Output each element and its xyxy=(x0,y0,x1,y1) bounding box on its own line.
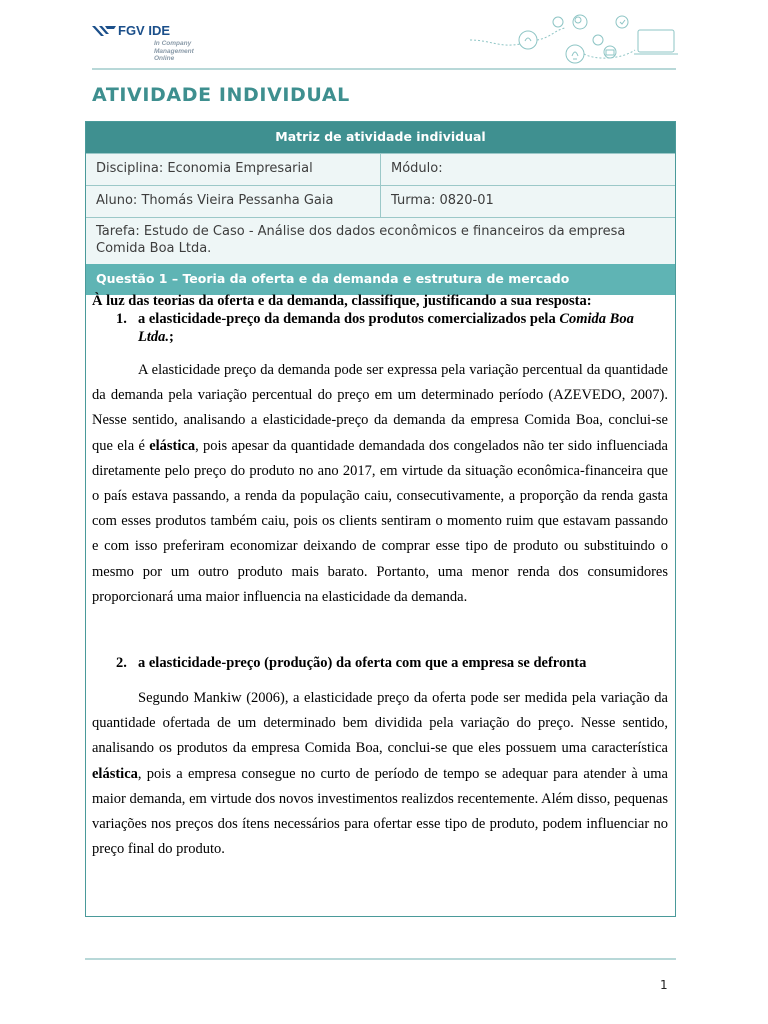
item-2-number: 2. xyxy=(116,655,127,671)
disciplina-cell: Disciplina: Economia Empresarial xyxy=(86,154,381,185)
page-number: 1 xyxy=(660,978,668,992)
fgv-logo-mark-icon xyxy=(92,24,116,38)
para-2-start: Segundo Mankiw (2006), a elasticidade preço da oferta pode ser medida pela variação da quantidade ofertada de um determinado bem dividida pela variação do preço. Nesse sentido, analisando os produtos da empresa Comida Boa, conclui-se que eles possuem uma característica xyxy=(92,690,668,757)
para-1-end: , pois apesar da quantidade demandada dos congelados não ter sido influenciada diretamente pelo preço do produto no ano 2017, em virtude da situação econômica-financeira que o país estava passando, a renda da população caiu, consecutivamente, a proporção da renda gasta com esses produtos também caiu, pois os clients sentiram o momento ruim que estavam passando e com isso preferiram economizar deixando de comprar esse tipo de produto ou substituindo o mesmo por um outro produto mais barato. Portanto, uma menor renda dos consumidores proporcionará uma maior influencia na elasticidade da demanda. xyxy=(92,437,668,605)
item-1-text xyxy=(138,311,668,346)
logo-text xyxy=(118,23,170,38)
aluno-cell: Aluno: Thomás Vieira Pessanha Gaia xyxy=(86,186,381,217)
tarefa-cell: Tarefa: Estudo de Caso - Análise dos dados econômicos e financeiros da empresa Comida Boa Ltda. xyxy=(96,224,626,256)
matrix-row-tarefa xyxy=(86,217,675,264)
header-rule xyxy=(92,68,676,70)
para-1-start: A elasticidade preço da demanda pode ser expressa pela variação percentual da quantidade da demanda pela variação percentual do preço em um determinado período (AZEVEDO, 2007). Nesse sentido, analisando a elasticidade-preço da demanda da empresa Comida Boa, conclui-se que ela é xyxy=(92,362,668,454)
logo-sub-line-3: Online xyxy=(154,55,175,62)
matrix-heading: Matriz de atividade individual xyxy=(86,122,675,153)
question-intro: À luz das teorias da oferta e da demanda, classifique, justificando a sua resposta: xyxy=(92,293,592,309)
page-title: ATIVIDADE INDIVIDUAL xyxy=(92,84,350,106)
para-2-end: , pois a empresa consegue no curto de período de tempo se adequar para atender à uma maior demanda, em virtude dos novos investimentos realizdos recentemente. Além disso, pequenas variações nos preços dos ítens necessários para ofertar esse tipo de produto, podem influenciar no preço final do produto. xyxy=(92,765,668,858)
item-1-number: 1. xyxy=(116,311,127,327)
answer-paragraph-2 xyxy=(92,686,668,862)
logo-brand-accent: IDE xyxy=(148,23,171,38)
question-heading: Questão 1 – Teoria da oferta e da demanda e estrutura de mercado xyxy=(86,264,675,295)
item-1-text-main: a elasticidade-preço da demanda dos produtos comercializados pela xyxy=(138,311,560,327)
para-2-keyword: elástica xyxy=(92,765,138,782)
logo-brand: FGV xyxy=(118,23,145,38)
item-1-company: Comida Boa Ltda. xyxy=(138,311,634,345)
turma-cell: Turma: 0820-01 xyxy=(391,193,494,208)
footer-rule xyxy=(85,958,676,960)
answer-paragraph-1 xyxy=(92,358,668,610)
matrix-row-aluno xyxy=(86,185,675,217)
logo-subtitle xyxy=(154,40,194,63)
matrix-row-disciplina xyxy=(86,153,675,185)
logo-sub-line-2: Management xyxy=(154,47,194,55)
item-2-text: a elasticidade-preço (produção) da oferta com que a empresa se defronta xyxy=(138,655,587,671)
para-1-keyword: elástica xyxy=(149,437,196,454)
logo-sub-line-1: In Company xyxy=(154,40,192,47)
header-decoration-icon xyxy=(470,10,680,66)
modulo-cell: Módulo: xyxy=(391,161,443,176)
item-1-text-end: ; xyxy=(169,328,174,345)
